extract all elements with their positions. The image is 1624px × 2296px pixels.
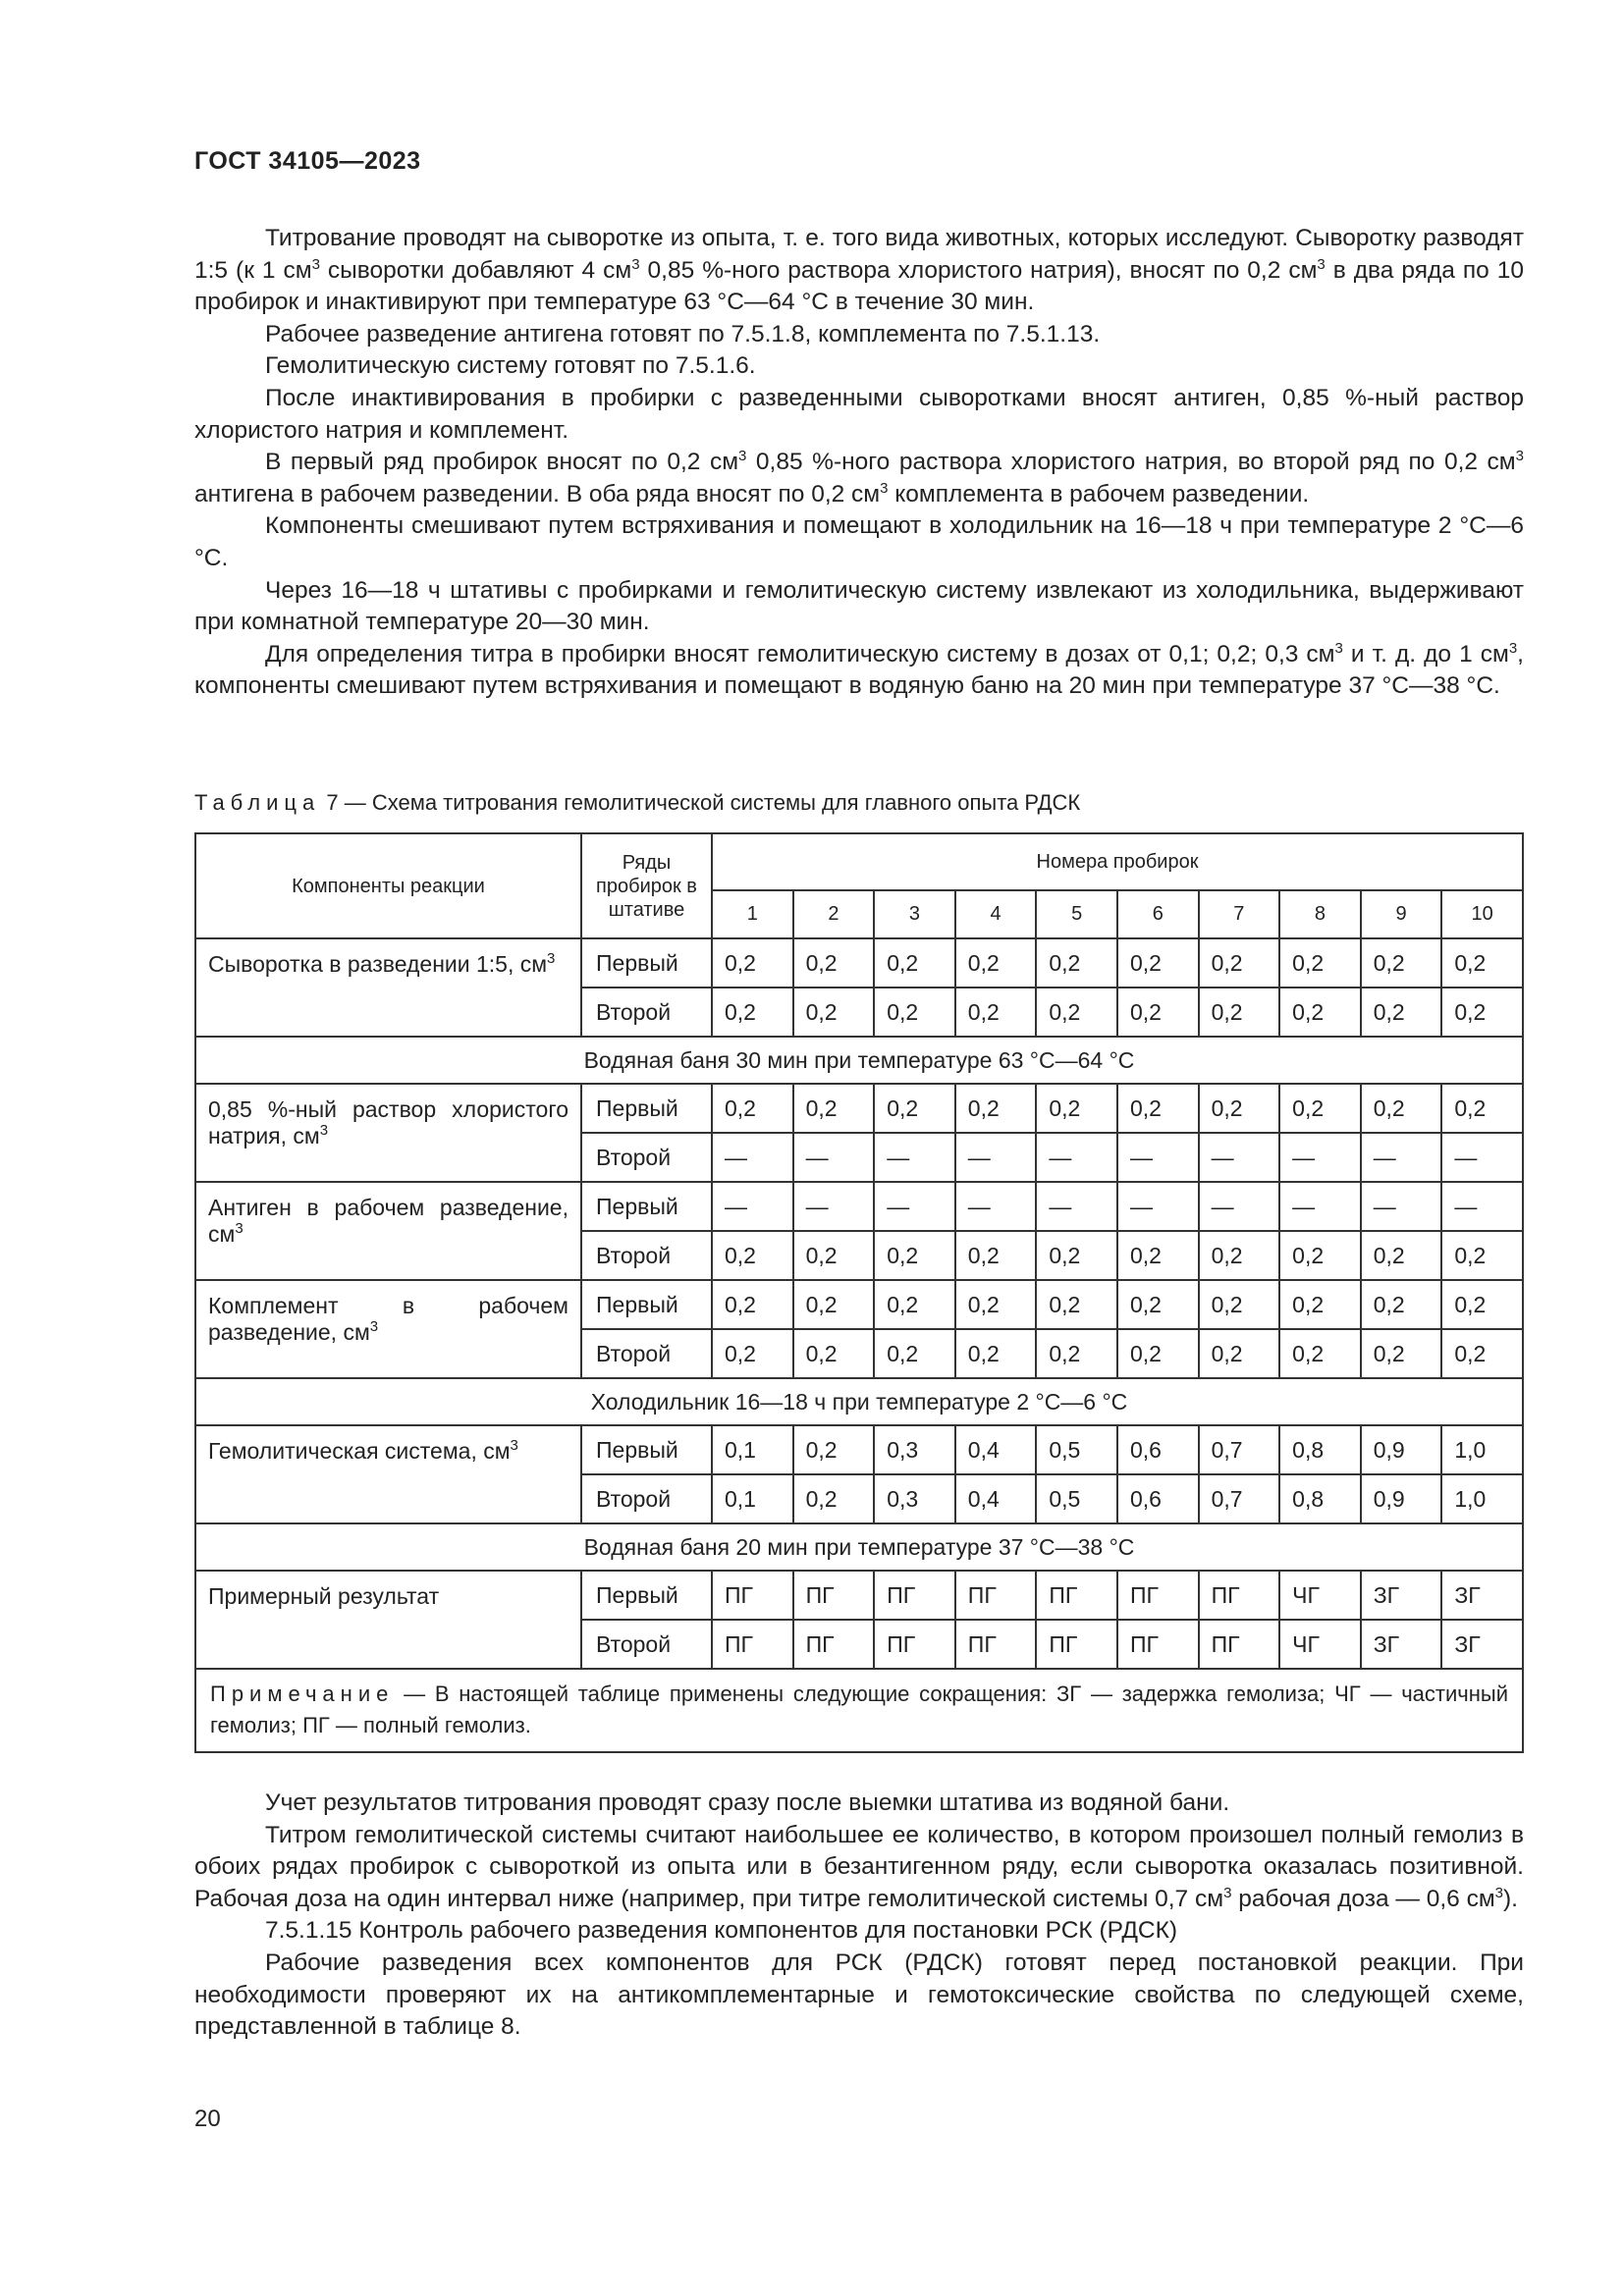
- value-cell: 0,2: [1036, 1280, 1117, 1329]
- tube-number-cell: 1: [712, 890, 793, 938]
- body-paragraph: Рабочее разведение антигена готовят по 7.5.1.8, комплемента по 7.5.1.13.: [265, 320, 1101, 347]
- row-label-cell: Первый: [581, 1182, 712, 1231]
- value-cell: —: [1117, 1182, 1199, 1231]
- value-cell: 0,2: [1117, 988, 1199, 1037]
- row-label-cell: Первый: [581, 1280, 712, 1329]
- value-cell: 0,2: [874, 1280, 955, 1329]
- value-cell: 0,2: [793, 938, 875, 988]
- row-label-cell: Второй: [581, 1133, 712, 1182]
- value-cell: 0,7: [1199, 1474, 1280, 1523]
- note-row: [195, 1669, 1523, 1752]
- value-cell: 0,5: [1036, 1474, 1117, 1523]
- superscript: 3: [319, 1122, 329, 1139]
- value-cell: —: [1036, 1182, 1117, 1231]
- table-row: [195, 938, 1523, 988]
- value-cell: 0,2: [955, 1084, 1037, 1133]
- value-cell: 0,2: [1279, 1280, 1361, 1329]
- value-cell: 0,2: [712, 1280, 793, 1329]
- superscript: 3: [1334, 639, 1343, 657]
- stage-cell: Холодильник 16—18 ч при температуре 2 °С—6 °С: [195, 1378, 1523, 1425]
- value-cell: 0,2: [1361, 1231, 1442, 1280]
- superscript: 3: [880, 479, 889, 497]
- page-number: 20: [194, 2106, 221, 2132]
- value-cell: ПГ: [955, 1620, 1037, 1669]
- row-label-cell: Первый: [581, 938, 712, 988]
- value-cell: 0,2: [955, 988, 1037, 1037]
- value-cell: 0,2: [1036, 1329, 1117, 1378]
- value-cell: 0,2: [1441, 1231, 1523, 1280]
- stage-row: [195, 1037, 1523, 1084]
- superscript: 3: [1494, 1884, 1504, 1901]
- after-paragraph: Учет результатов титрования проводят сразу после выемки штатива из водяной бани.: [265, 1789, 1230, 1816]
- value-cell: 0,2: [712, 938, 793, 988]
- value-cell: 0,4: [955, 1425, 1037, 1474]
- value-cell: 0,2: [793, 1329, 875, 1378]
- value-cell: 0,2: [874, 1084, 955, 1133]
- value-cell: 0,5: [1036, 1425, 1117, 1474]
- value-cell: 0,2: [1279, 938, 1361, 988]
- superscript: 3: [631, 255, 640, 273]
- value-cell: 0,2: [1361, 1084, 1442, 1133]
- value-cell: 0,2: [1036, 988, 1117, 1037]
- table-row: [195, 1084, 1523, 1133]
- value-cell: 0,2: [793, 1084, 875, 1133]
- value-cell: ПГ: [1199, 1571, 1280, 1620]
- value-cell: 0,2: [1441, 938, 1523, 988]
- tube-number-cell: 3: [874, 890, 955, 938]
- stage-row: [195, 1378, 1523, 1425]
- value-cell: ЧГ: [1279, 1620, 1361, 1669]
- document-header: ГОСТ 34105—2023: [194, 147, 421, 175]
- after-paragraph: Рабочие разведения всех компонентов для РСК (РДСК) готовят перед постановкой реакции. При необходимости проверяют их на антикомплементарные и гемотоксические свойства по следующей схеме, представленной в таблице 8.: [194, 1949, 1524, 2041]
- titration-table: [194, 832, 1524, 1753]
- value-cell: ПГ: [955, 1571, 1037, 1620]
- value-cell: 0,2: [1117, 938, 1199, 988]
- superscript: 3: [311, 255, 320, 273]
- value-cell: 0,2: [1279, 1329, 1361, 1378]
- value-cell: 0,3: [874, 1474, 955, 1523]
- value-cell: ЗГ: [1441, 1571, 1523, 1620]
- value-cell: 0,2: [712, 988, 793, 1037]
- table-caption: [194, 790, 1080, 816]
- value-cell: —: [1199, 1182, 1280, 1231]
- value-cell: 0,2: [1361, 988, 1442, 1037]
- value-cell: 0,8: [1279, 1474, 1361, 1523]
- superscript: 3: [235, 1220, 244, 1237]
- value-cell: 0,2: [955, 938, 1037, 988]
- superscript: 3: [1508, 639, 1518, 657]
- value-cell: —: [712, 1133, 793, 1182]
- note-cell: [195, 1669, 1523, 1752]
- value-cell: —: [712, 1182, 793, 1231]
- body-paragraph: Через 16—18 ч штативы с пробирками и гемолитическую систему извлекают из холодильника, выдерживают при комнатной температуре 20—30 мин.: [194, 576, 1524, 636]
- value-cell: 0,3: [874, 1425, 955, 1474]
- value-cell: 0,2: [793, 1474, 875, 1523]
- value-cell: 0,2: [1441, 1084, 1523, 1133]
- value-cell: 0,2: [1117, 1280, 1199, 1329]
- superscript: 3: [1223, 1884, 1232, 1901]
- value-cell: ПГ: [1117, 1620, 1199, 1669]
- value-cell: 0,2: [874, 1329, 955, 1378]
- value-cell: 0,2: [793, 1425, 875, 1474]
- value-cell: 0,7: [1199, 1425, 1280, 1474]
- tube-number-cell: 8: [1279, 890, 1361, 938]
- component-cell: Сыворотка в разведении 1:5, $см^3$: [195, 938, 581, 1037]
- value-cell: 0,2: [712, 1329, 793, 1378]
- table-header-row: [195, 833, 1523, 890]
- superscript: 3: [1515, 448, 1524, 465]
- row-label-cell: Второй: [581, 1329, 712, 1378]
- tube-number-cell: 10: [1441, 890, 1523, 938]
- value-cell: 0,2: [1117, 1084, 1199, 1133]
- component-cell: Комплемент в рабочем разведение, $см^3$: [195, 1280, 581, 1378]
- value-cell: —: [793, 1133, 875, 1182]
- value-cell: 0,2: [1441, 1329, 1523, 1378]
- value-cell: —: [1361, 1182, 1442, 1231]
- tube-number-cell: 6: [1117, 890, 1199, 938]
- value-cell: ПГ: [793, 1571, 875, 1620]
- value-cell: 0,6: [1117, 1425, 1199, 1474]
- caption-text: 7 — Схема титрования гемолитической системы для главного опыта РДСК: [320, 790, 1081, 815]
- stage-cell: Водяная баня 30 мин при температуре 63 °С—64 °С: [195, 1037, 1523, 1084]
- value-cell: ПГ: [1036, 1571, 1117, 1620]
- row-label-cell: Первый: [581, 1084, 712, 1133]
- value-cell: —: [955, 1133, 1037, 1182]
- value-cell: 0,2: [1199, 938, 1280, 988]
- value-cell: ЗГ: [1361, 1620, 1442, 1669]
- value-cell: 0,2: [1279, 988, 1361, 1037]
- value-cell: 0,2: [1117, 1231, 1199, 1280]
- after-paragraph: Титром гемолитической системы считают наибольшее ее количество, в котором произошел полный гемолиз в обоих рядах пробирок с сывороткой из опыта или в безантигенном ряду, если сыворотка оказалась позитивной. Рабочая доза на один интервал ниже (например, при титре гемолитической системы 0,7 $см^3$ рабочая доза — 0,6 $см^3$).: [194, 1821, 1524, 1912]
- tube-number-cell: 4: [955, 890, 1037, 938]
- body-paragraph: Компоненты смешивают путем встряхивания и помещают в холодильник на 16—18 ч при температуре 2 °С—6 °С.: [194, 512, 1524, 571]
- value-cell: 0,2: [1361, 1280, 1442, 1329]
- component-cell: Примерный результат: [195, 1571, 581, 1669]
- value-cell: ЗГ: [1361, 1571, 1442, 1620]
- value-cell: 0,9: [1361, 1425, 1442, 1474]
- stage-cell: Водяная баня 20 мин при температуре 37 °С—38 °С: [195, 1523, 1523, 1571]
- value-cell: 0,1: [712, 1474, 793, 1523]
- component-cell: Антиген в рабочем разведение, $см^3$: [195, 1182, 581, 1280]
- value-cell: —: [874, 1182, 955, 1231]
- value-cell: 0,2: [955, 1280, 1037, 1329]
- value-cell: 0,8: [1279, 1425, 1361, 1474]
- table-row: [195, 1571, 1523, 1620]
- tube-number-cell: 5: [1036, 890, 1117, 938]
- value-cell: 0,2: [955, 1329, 1037, 1378]
- value-cell: —: [1279, 1133, 1361, 1182]
- body-paragraph: В первый ряд пробирок вносят по 0,2 $см^3$ 0,85 %-ного раствора хлористого натрия, во второй ряд по 0,2 $см^3$ антигена в рабочем разведении. В оба ряда вносят по 0,2 $см^3$ комплемента в рабочем разведении.: [194, 448, 1524, 507]
- value-cell: —: [1199, 1133, 1280, 1182]
- value-cell: 0,2: [1036, 1084, 1117, 1133]
- value-cell: —: [874, 1133, 955, 1182]
- tube-number-cell: 9: [1361, 890, 1442, 938]
- value-cell: ПГ: [1117, 1571, 1199, 1620]
- value-cell: 0,2: [1199, 1280, 1280, 1329]
- value-cell: —: [1279, 1182, 1361, 1231]
- body-paragraph: Для определения титра в пробирки вносят гемолитическую систему в дозах от 0,1; 0,2; 0,3 $см^3$ и т. д. до 1 $см^3$, компоненты смешивают путем встряхивания и помещают в водяную баню на 20 мин при температуре 37 °С—38 °С.: [194, 639, 1524, 700]
- row-label-cell: Второй: [581, 1620, 712, 1669]
- value-cell: 0,2: [1279, 1084, 1361, 1133]
- value-cell: ЧГ: [1279, 1571, 1361, 1620]
- table-row: [195, 1182, 1523, 1231]
- value-cell: 0,2: [1199, 988, 1280, 1037]
- value-cell: 0,2: [1361, 938, 1442, 988]
- after-paragraph: 7.5.1.15 Контроль рабочего разведения компонентов для постановки РСК (РДСК): [265, 1917, 1178, 1945]
- value-cell: ПГ: [793, 1620, 875, 1669]
- header-components: Компоненты реакции: [195, 833, 581, 938]
- value-cell: —: [1361, 1133, 1442, 1182]
- value-cell: 0,2: [1199, 1329, 1280, 1378]
- value-cell: 0,2: [1199, 1231, 1280, 1280]
- tube-number-cell: 7: [1199, 890, 1280, 938]
- note-word: Примечание: [210, 1682, 395, 1706]
- value-cell: ПГ: [874, 1620, 955, 1669]
- value-cell: 1,0: [1441, 1474, 1523, 1523]
- value-cell: 0,2: [793, 988, 875, 1037]
- value-cell: 0,4: [955, 1474, 1037, 1523]
- value-cell: 0,2: [955, 1231, 1037, 1280]
- value-cell: 0,2: [874, 938, 955, 988]
- row-label-cell: Первый: [581, 1571, 712, 1620]
- row-label-cell: Второй: [581, 988, 712, 1037]
- value-cell: 1,0: [1441, 1425, 1523, 1474]
- table-row: [195, 1280, 1523, 1329]
- value-cell: 0,2: [1117, 1329, 1199, 1378]
- value-cell: —: [793, 1182, 875, 1231]
- body-text: [194, 223, 1524, 703]
- value-cell: ПГ: [1199, 1620, 1280, 1669]
- row-label-cell: Второй: [581, 1231, 712, 1280]
- component-cell: 0,85 %-ный раствор хлористого натрия, $см^3$: [195, 1084, 581, 1182]
- superscript: 3: [369, 1318, 379, 1335]
- body-paragraph: Титрование проводят на сыворотке из опыта, т. е. того вида животных, которых исследуют. Сыворотку разводят 1:5 (к 1 $см^3$ сыворотки добавляют 4 $см^3$ 0,85 %-ного раствора хлористого натрия), вносят по 0,2 $см^3$ в два ряда по 10 пробирок и инактивируют при температуре 63 °С—64 °С в течение 30 мин.: [194, 225, 1524, 316]
- value-cell: —: [1036, 1133, 1117, 1182]
- component-cell: Гемолитическая система, $см^3$: [195, 1425, 581, 1523]
- note-text: — В настоящей таблице применены следующие сокращения: ЗГ — задержка гемолиза; ЧГ — частичный гемолиз; ПГ — полный гемолиз.: [210, 1682, 1508, 1737]
- value-cell: ПГ: [712, 1620, 793, 1669]
- value-cell: —: [1117, 1133, 1199, 1182]
- value-cell: 0,2: [1036, 938, 1117, 988]
- superscript: 3: [547, 950, 556, 967]
- value-cell: 0,2: [1441, 988, 1523, 1037]
- value-cell: 0,2: [1279, 1231, 1361, 1280]
- value-cell: ПГ: [712, 1571, 793, 1620]
- value-cell: ПГ: [1036, 1620, 1117, 1669]
- value-cell: 0,2: [793, 1231, 875, 1280]
- superscript: 3: [1317, 255, 1326, 273]
- value-cell: —: [955, 1182, 1037, 1231]
- body-paragraph: Гемолитическую систему готовят по 7.5.1.6.: [265, 352, 756, 380]
- after-text: [194, 1788, 1524, 2044]
- value-cell: 0,2: [712, 1084, 793, 1133]
- value-cell: 0,6: [1117, 1474, 1199, 1523]
- superscript: 3: [510, 1437, 518, 1454]
- value-cell: 0,2: [1199, 1084, 1280, 1133]
- value-cell: 0,9: [1361, 1474, 1442, 1523]
- row-label-cell: Второй: [581, 1474, 712, 1523]
- value-cell: 0,2: [712, 1231, 793, 1280]
- value-cell: 0,2: [793, 1280, 875, 1329]
- value-cell: —: [1441, 1133, 1523, 1182]
- value-cell: 0,2: [874, 988, 955, 1037]
- tube-number-cell: 2: [793, 890, 875, 938]
- table-row: [195, 1425, 1523, 1474]
- value-cell: ПГ: [874, 1571, 955, 1620]
- value-cell: ЗГ: [1441, 1620, 1523, 1669]
- body-paragraph: После инактивирования в пробирки с разведенными сыворотками вносят антиген, 0,85 %-ный раствор хлористого натрия и комплемент.: [194, 384, 1524, 444]
- row-label-cell: Первый: [581, 1425, 712, 1474]
- superscript: 3: [738, 448, 747, 465]
- value-cell: 0,2: [1036, 1231, 1117, 1280]
- value-cell: 0,2: [874, 1231, 955, 1280]
- value-cell: 0,2: [1361, 1329, 1442, 1378]
- caption-word: Таблица: [194, 790, 321, 815]
- value-cell: —: [1441, 1182, 1523, 1231]
- header-rows: Ряды пробирок в штативе: [581, 833, 712, 938]
- value-cell: 0,2: [1441, 1280, 1523, 1329]
- value-cell: 0,1: [712, 1425, 793, 1474]
- stage-row: [195, 1523, 1523, 1571]
- header-tube-numbers: Номера пробирок: [712, 833, 1523, 890]
